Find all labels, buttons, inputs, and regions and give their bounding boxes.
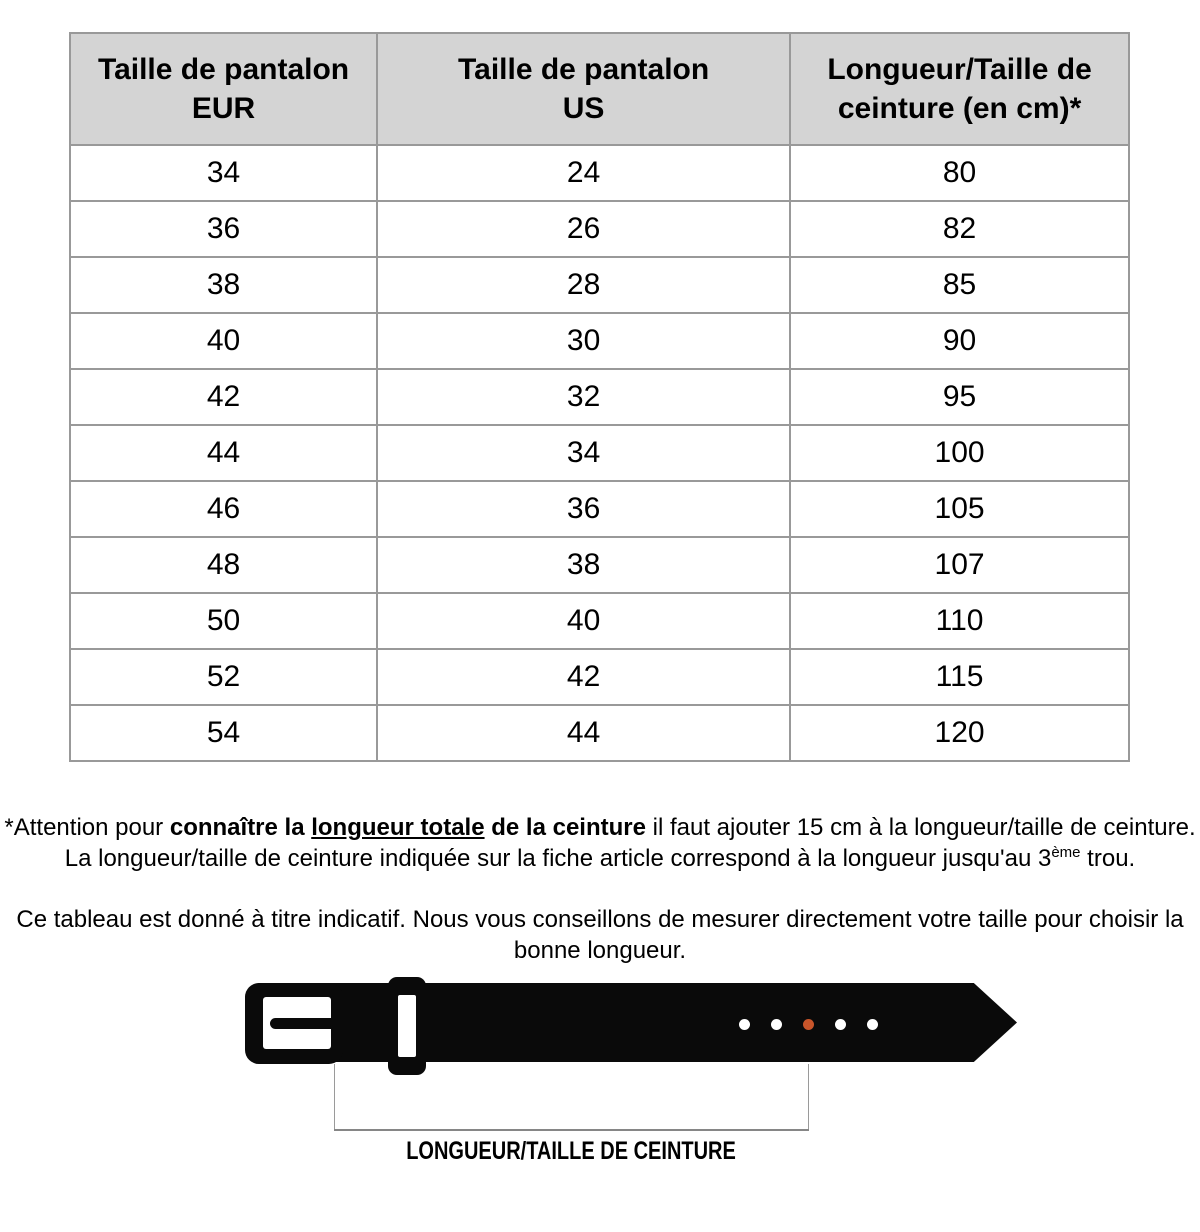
table-row xyxy=(70,425,1129,481)
table-row xyxy=(70,705,1129,761)
footnote-line2 xyxy=(0,843,1200,874)
cell-eur: 38 xyxy=(70,257,377,313)
cell-belt-length: 120 xyxy=(790,705,1129,761)
cell-belt-length: 82 xyxy=(790,201,1129,257)
cell-us: 24 xyxy=(377,145,790,201)
header-us-line2: US xyxy=(562,92,605,125)
measure-bracket-bottom-line xyxy=(334,1129,809,1131)
footnote-belt-length xyxy=(0,812,1200,874)
header-row xyxy=(70,33,1129,145)
belt-hole xyxy=(867,1019,878,1030)
footnote-bold-intro: connaître la xyxy=(169,814,312,841)
measure-label-text: LONGUEUR/TAILLE DE CEINTURE xyxy=(406,1137,737,1165)
cell-eur: 54 xyxy=(70,705,377,761)
cell-us: 42 xyxy=(377,649,790,705)
footnote-superscript: ème xyxy=(1051,844,1081,861)
belt-hole xyxy=(739,1019,750,1030)
cell-belt-length: 105 xyxy=(790,481,1129,537)
belt-buckle xyxy=(245,983,343,1064)
measure-bracket-right-line xyxy=(808,1064,809,1129)
cell-belt-length: 90 xyxy=(790,313,1129,369)
cell-belt-length: 95 xyxy=(790,369,1129,425)
cell-belt-length: 85 xyxy=(790,257,1129,313)
cell-eur: 36 xyxy=(70,201,377,257)
size-table xyxy=(69,32,1130,762)
belt-keeper-slot xyxy=(398,995,416,1057)
belt-tip xyxy=(945,983,1017,1062)
size-table-body xyxy=(70,145,1129,761)
cell-us: 40 xyxy=(377,593,790,649)
cell-eur: 48 xyxy=(70,537,377,593)
cell-eur: 46 xyxy=(70,481,377,537)
belt-keeper-loop xyxy=(388,977,426,1075)
belt-hole xyxy=(771,1019,782,1030)
belt-hole-highlighted xyxy=(803,1019,814,1030)
header-us xyxy=(377,33,790,145)
belt-illustration xyxy=(0,973,1200,1175)
cell-us: 38 xyxy=(377,537,790,593)
cell-belt-length: 110 xyxy=(790,593,1129,649)
table-row xyxy=(70,201,1129,257)
table-row xyxy=(70,537,1129,593)
belt-holes xyxy=(739,1019,878,1030)
size-table-header xyxy=(70,33,1129,145)
belt-buckle-pin xyxy=(270,1018,332,1029)
header-belt-length-line1: Longueur/Taille de xyxy=(827,53,1092,86)
cell-belt-length: 115 xyxy=(790,649,1129,705)
table-row xyxy=(70,649,1129,705)
cell-eur: 44 xyxy=(70,425,377,481)
footnote-underlined: longueur totale xyxy=(311,814,485,841)
cell-belt-length: 100 xyxy=(790,425,1129,481)
cell-eur: 34 xyxy=(70,145,377,201)
header-belt-length-line2: ceinture (en cm)* xyxy=(837,92,1082,125)
cell-belt-length: 107 xyxy=(790,537,1129,593)
header-belt-length xyxy=(790,33,1129,145)
cell-us: 34 xyxy=(377,425,790,481)
measure-bracket-left-line xyxy=(334,1064,335,1129)
footnote-line1-rest: il faut ajouter 15 cm à la longueur/taille de ceinture. xyxy=(645,814,1196,841)
footnote-prefix: *Attention pour xyxy=(4,814,170,841)
cell-us: 36 xyxy=(377,481,790,537)
measure-label xyxy=(334,1137,809,1166)
table-row xyxy=(70,257,1129,313)
footnote-bold-outro: de la ceinture xyxy=(484,814,646,841)
footnote-line2-text: La longueur/taille de ceinture indiquée sur la fiche article correspond à la longueur jusqu'au 3 xyxy=(64,845,1052,872)
cell-eur: 52 xyxy=(70,649,377,705)
advice-note xyxy=(0,904,1200,966)
table-row xyxy=(70,481,1129,537)
table-row xyxy=(70,145,1129,201)
header-us-line1: Taille de pantalon xyxy=(458,53,710,86)
cell-eur: 40 xyxy=(70,313,377,369)
header-eur-line1: Taille de pantalon xyxy=(97,53,350,86)
table-row xyxy=(70,369,1129,425)
cell-us: 30 xyxy=(377,313,790,369)
footnote-line1 xyxy=(0,812,1200,843)
footnote-line2-suffix: trou. xyxy=(1080,845,1136,872)
cell-belt-length: 80 xyxy=(790,145,1129,201)
cell-us: 26 xyxy=(377,201,790,257)
header-eur-line2: EUR xyxy=(191,92,256,125)
table-row xyxy=(70,313,1129,369)
advice-note-line2: bonne longueur. xyxy=(513,937,687,964)
cell-us: 32 xyxy=(377,369,790,425)
belt-hole xyxy=(835,1019,846,1030)
size-chart-section xyxy=(69,32,1130,762)
header-eur xyxy=(70,33,377,145)
cell-us: 44 xyxy=(377,705,790,761)
cell-eur: 50 xyxy=(70,593,377,649)
advice-note-line1: Ce tableau est donné à titre indicatif. Nous vous conseillons de mesurer directement votre taille pour choisir la xyxy=(16,906,1184,933)
cell-us: 28 xyxy=(377,257,790,313)
table-row xyxy=(70,593,1129,649)
cell-eur: 42 xyxy=(70,369,377,425)
